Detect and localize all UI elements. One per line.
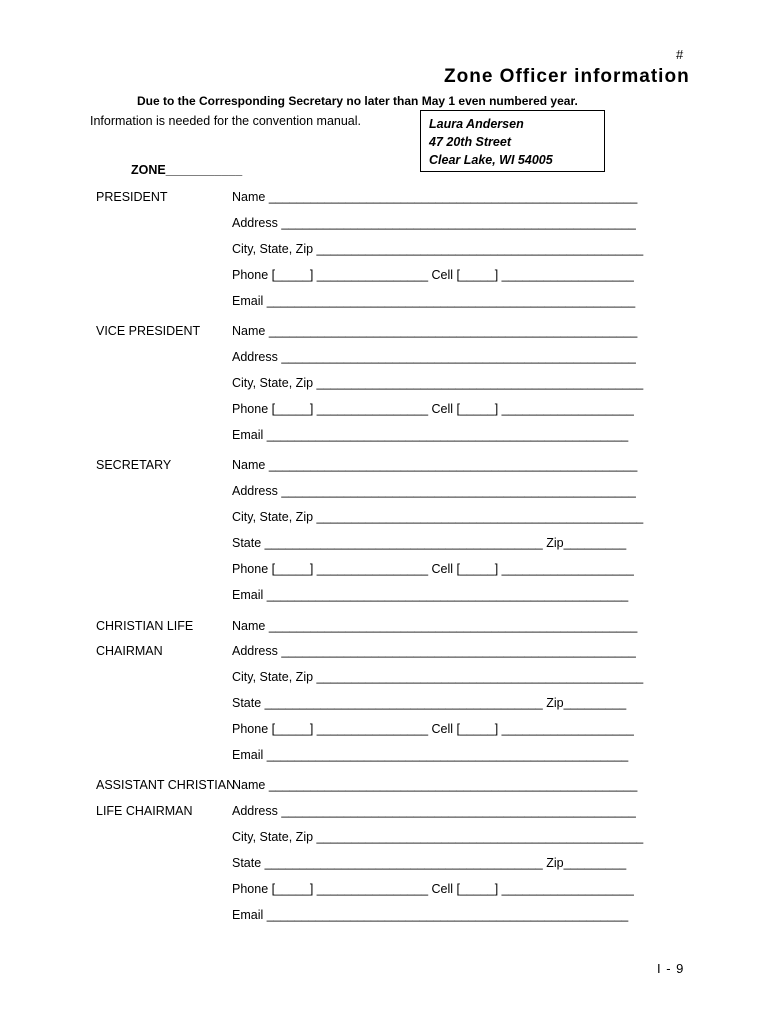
vice-president-phone-cell-field[interactable]: Phone [_____] ________________ Cell [_____] ___________________ <box>232 402 634 416</box>
zone-field[interactable]: ZONE___________ <box>131 163 243 177</box>
secretary-email-field[interactable]: Email ____________________________________________________ <box>232 588 629 602</box>
number-sign: # <box>676 47 684 62</box>
secretary-name-field[interactable]: Name _____________________________________________________ <box>232 458 638 472</box>
assistant-christian-life-label-line1: ASSISTANT CHRISTIAN <box>96 778 236 792</box>
christian-life-address-field[interactable]: Address ___________________________________________________ <box>232 644 636 658</box>
assistant-christian-life-label-line2: LIFE CHAIRMAN <box>96 804 193 818</box>
christian-life-label-line1: CHRISTIAN LIFE <box>96 619 194 633</box>
president-phone-cell-field[interactable]: Phone [_____] ________________ Cell [_____] ___________________ <box>232 268 634 282</box>
vice-president-name-field[interactable]: Name _____________________________________________________ <box>232 324 638 338</box>
christian-life-state-zip-field[interactable]: State ________________________________________ Zip_________ <box>232 696 627 710</box>
info-notice: Information is needed for the convention manual. <box>90 114 362 128</box>
assistant-address-field[interactable]: Address ___________________________________________________ <box>232 804 636 818</box>
assistant-name-field[interactable]: Name _____________________________________________________ <box>232 778 638 792</box>
secretary-state-zip-field[interactable]: State ________________________________________ Zip_________ <box>232 536 627 550</box>
secretary-address-field[interactable]: Address ___________________________________________________ <box>232 484 636 498</box>
assistant-phone-cell-field[interactable]: Phone [_____] ________________ Cell [_____] ___________________ <box>232 882 634 896</box>
vice-president-city-state-zip-field[interactable]: City, State, Zip _______________________________________________ <box>232 376 644 390</box>
recipient-city: Clear Lake, WI 54005 <box>429 153 553 167</box>
assistant-email-field[interactable]: Email ____________________________________________________ <box>232 908 629 922</box>
vice-president-label: VICE PRESIDENT <box>96 324 201 338</box>
due-notice: Due to the Corresponding Secretary no later than May 1 even numbered year. <box>137 94 578 108</box>
vice-president-email-field[interactable]: Email ____________________________________________________ <box>232 428 629 442</box>
page-number: I - 9 <box>657 961 685 976</box>
secretary-city-state-zip-field[interactable]: City, State, Zip _______________________________________________ <box>232 510 644 524</box>
assistant-state-zip-field[interactable]: State ________________________________________ Zip_________ <box>232 856 627 870</box>
president-address-field[interactable]: Address ___________________________________________________ <box>232 216 636 230</box>
president-name-field[interactable]: Name _____________________________________________________ <box>232 190 638 204</box>
secretary-phone-cell-field[interactable]: Phone [_____] ________________ Cell [_____] ___________________ <box>232 562 634 576</box>
president-city-state-zip-field[interactable]: City, State, Zip _______________________________________________ <box>232 242 644 256</box>
christian-life-city-state-zip-field[interactable]: City, State, Zip _______________________________________________ <box>232 670 644 684</box>
mailing-address-box <box>420 110 605 172</box>
page-title: Zone Officer information <box>444 66 690 87</box>
vice-president-address-field[interactable]: Address ___________________________________________________ <box>232 350 636 364</box>
christian-life-phone-cell-field[interactable]: Phone [_____] ________________ Cell [_____] ___________________ <box>232 722 634 736</box>
president-label: PRESIDENT <box>96 190 168 204</box>
secretary-label: SECRETARY <box>96 458 172 472</box>
president-email-field[interactable]: Email _____________________________________________________ <box>232 294 636 308</box>
christian-life-email-field[interactable]: Email ____________________________________________________ <box>232 748 629 762</box>
recipient-name: Laura Andersen <box>429 117 524 131</box>
recipient-street: 47 20th Street <box>429 135 511 149</box>
christian-life-label-line2: CHAIRMAN <box>96 644 163 658</box>
christian-life-name-field[interactable]: Name _____________________________________________________ <box>232 619 638 633</box>
assistant-city-state-zip-field[interactable]: City, State, Zip _______________________________________________ <box>232 830 644 844</box>
